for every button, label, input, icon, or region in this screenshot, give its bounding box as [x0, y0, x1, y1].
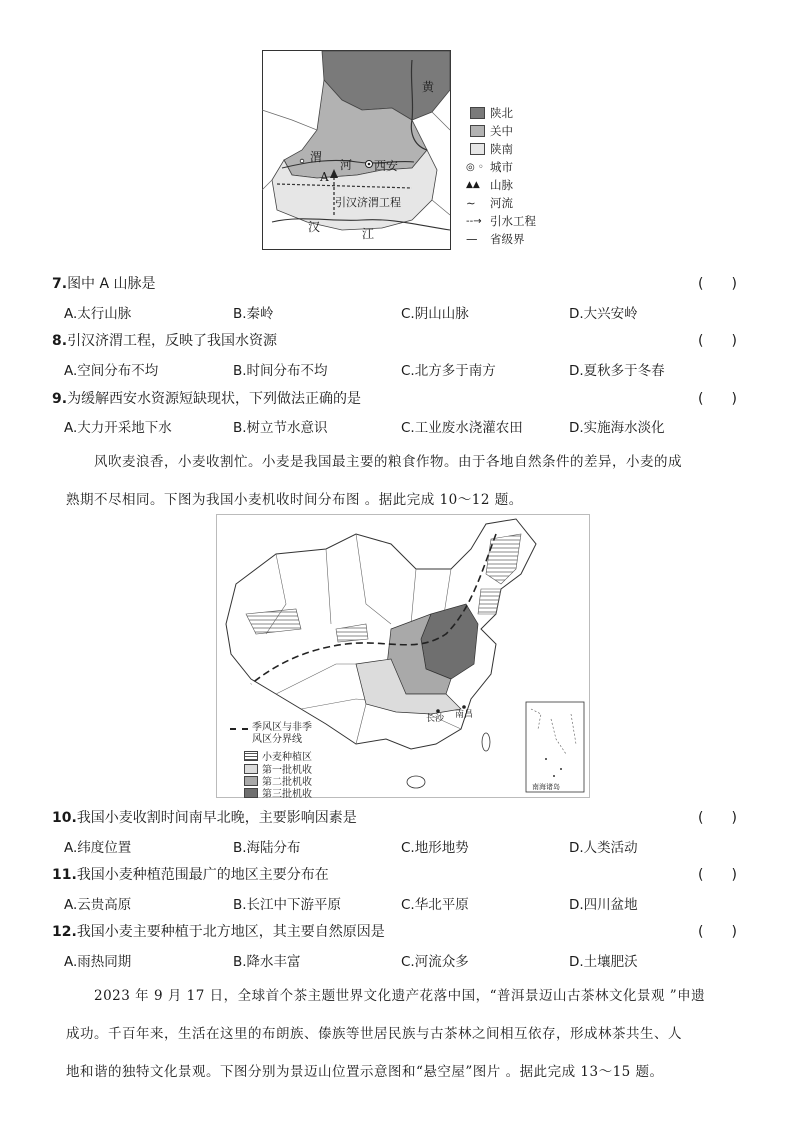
- option-a[interactable]: A.空间分布不均: [64, 363, 159, 379]
- option-d[interactable]: D.人类活动: [569, 840, 638, 856]
- option-b[interactable]: B.长江中下游平原: [233, 897, 342, 913]
- option-c[interactable]: C.北方多于南方: [401, 363, 496, 379]
- legend-wheat-area: 小麦种植区: [244, 748, 312, 763]
- option-c[interactable]: C.华北平原: [401, 897, 469, 913]
- legend-third-batch: 第三批机收: [244, 785, 312, 800]
- answer-blank[interactable]: ( ): [698, 333, 737, 349]
- shaanxi-map-figure: [262, 50, 552, 250]
- answer-blank[interactable]: ( ): [698, 276, 737, 292]
- question-11-text: 我国小麦种植范围最广的地区主要分布在: [76, 867, 329, 883]
- legend-second-batch: 第二批机收: [244, 773, 312, 788]
- question-9-text: 为缓解西安水资源短缺现状，下列做法正确的是: [67, 391, 362, 407]
- question-12-text: 我国小麦主要种植于北方地区，其主要自然原因是: [76, 924, 385, 940]
- legend-river: ∼ 河流: [466, 196, 513, 210]
- map-label-han: 汉: [308, 220, 321, 234]
- map-label-jiang: 江: [362, 227, 375, 241]
- dashed-arrow-icon: --→: [466, 215, 482, 227]
- legend-mountain: ▲▲ 山脉: [466, 178, 513, 192]
- option-b[interactable]: B.时间分布不均: [233, 363, 328, 379]
- option-a[interactable]: A.纬度位置: [64, 840, 132, 856]
- dashed-line-icon: [230, 728, 248, 730]
- legend-guanzhong: 关中: [470, 123, 513, 139]
- option-a[interactable]: A.云贵高原: [64, 897, 132, 913]
- option-a[interactable]: A.太行山脉: [64, 306, 132, 322]
- option-a[interactable]: A.雨热同期: [64, 954, 132, 970]
- map-label-he: 河: [340, 158, 353, 172]
- inset-label: 南海诸岛: [532, 783, 560, 791]
- option-d[interactable]: D.夏秋多于冬春: [569, 363, 665, 379]
- option-b[interactable]: B.海陆分布: [233, 840, 301, 856]
- option-a[interactable]: A.大力开采地下水: [64, 420, 172, 436]
- legend-shannan: 陕南: [470, 141, 513, 157]
- china-wheat-map-figure: [216, 514, 590, 798]
- south-china-sea-inset: [526, 702, 584, 792]
- legend-city: ◎ ◦ 城市: [466, 160, 513, 174]
- option-c[interactable]: C.地形地势: [401, 840, 469, 856]
- question-8-text: 引汉济渭工程，反映了我国水资源: [67, 333, 278, 349]
- city-label-changsha: 长沙: [426, 714, 445, 724]
- legend-boundary: — 省级界: [466, 232, 525, 246]
- map-label-huang: 黄: [422, 80, 435, 94]
- answer-blank[interactable]: ( ): [698, 924, 737, 940]
- river-symbol-icon: ∼: [466, 196, 476, 210]
- boundary-line-icon: —: [466, 232, 478, 246]
- mountain-symbol-icon: ▲▲: [466, 180, 480, 190]
- option-b[interactable]: B.降水丰富: [233, 954, 301, 970]
- option-d[interactable]: D.四川盆地: [569, 897, 638, 913]
- intro-paragraph-2-line2: 成功。千百年来，生活在这里的布朗族、傣族等世居民族与古茶林之间相互依存，形成林茶共生、人: [66, 1026, 682, 1042]
- option-d[interactable]: D.土壤肥沃: [569, 954, 638, 970]
- map-label-a: A: [320, 170, 329, 184]
- intro-paragraph-2-line3: 地和谐的独特文化景观。下图分别为景迈山位置示意图和“悬空屋”图片 。据此完成 13～15 题。: [66, 1064, 664, 1080]
- answer-blank[interactable]: ( ): [698, 810, 737, 826]
- intro-paragraph-1-line1: 风吹麦浪香，小麦收割忙。小麦是我国最主要的粮食作物。由于各地自然条件的差异，小麦的成: [94, 454, 682, 470]
- answer-blank[interactable]: ( ): [698, 867, 737, 883]
- legend-monsoon-boundary: 季风区与非季 风区分界线: [230, 722, 312, 746]
- map-label-project: 引汉济渭工程: [335, 196, 401, 209]
- question-10-text: 我国小麦收割时间南早北晚，主要影响因素是: [76, 810, 357, 826]
- option-d[interactable]: D.实施海水淡化: [569, 420, 665, 436]
- option-c[interactable]: C.河流众多: [401, 954, 469, 970]
- city-label-nanchang: 南昌: [455, 710, 474, 720]
- city-symbol-icon: ◎ ◦: [466, 161, 484, 173]
- question-7-text: 图中 A 山脉是: [67, 276, 156, 292]
- map-label-wei: 渭: [310, 150, 323, 164]
- answer-blank[interactable]: ( ): [698, 391, 737, 407]
- option-d[interactable]: D.大兴安岭: [569, 306, 638, 322]
- legend-shanbei: 陕北: [470, 105, 513, 121]
- option-b[interactable]: B.秦岭: [233, 306, 274, 322]
- intro-paragraph-2-line1: 2023 年 9 月 17 日，全球首个茶主题世界文化遗产花落中国，“普洱景迈山古茶林文化景观 ”申遗: [94, 988, 706, 1004]
- option-b[interactable]: B.树立节水意识: [233, 420, 328, 436]
- option-c[interactable]: C.阴山山脉: [401, 306, 469, 322]
- option-c[interactable]: C.工业废水浇灌农田: [401, 420, 523, 436]
- map-label-xian: 西安: [374, 159, 399, 173]
- intro-paragraph-1-line2: 熟期不尽相同。下图为我国小麦机收时间分布图 。据此完成 10～12 题。: [66, 492, 523, 508]
- legend-diversion: --→ 引水工程: [466, 214, 536, 228]
- legend-first-batch: 第一批机收: [244, 761, 312, 776]
